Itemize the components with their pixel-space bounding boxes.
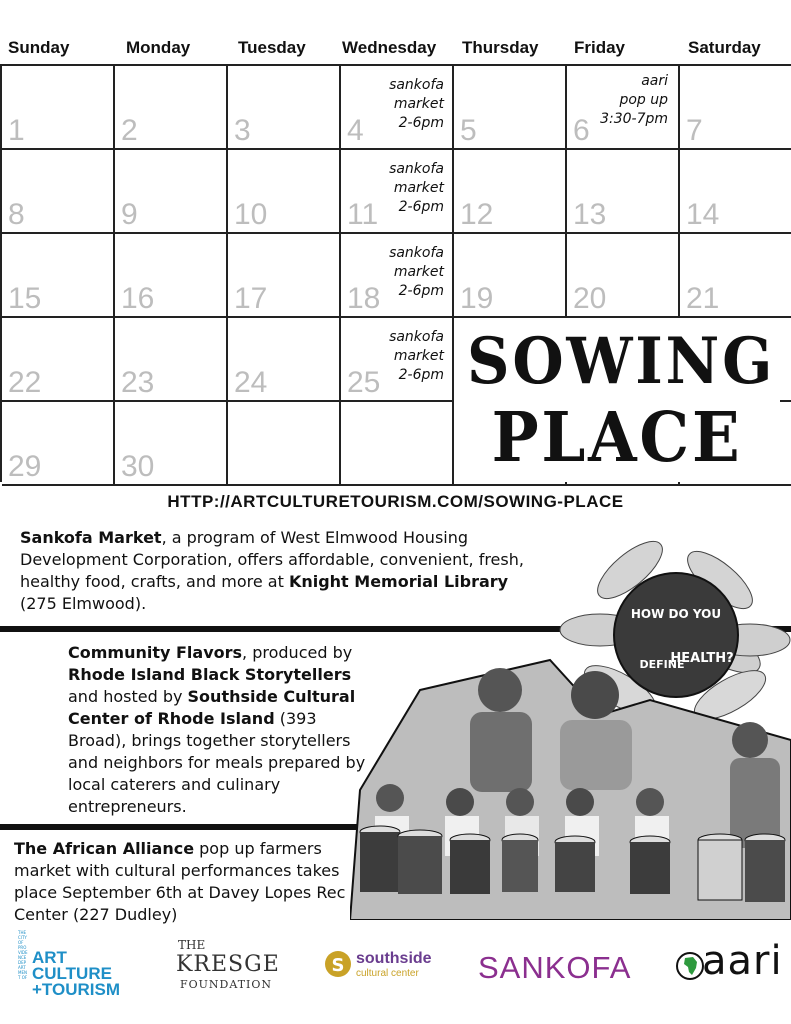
day-number: 11 bbox=[347, 198, 379, 231]
aari-pop-up-event bbox=[578, 72, 668, 129]
ri-black-storytellers-name: Rhode Island Black Storytellers bbox=[68, 665, 352, 684]
event-line: 2-6pm bbox=[398, 283, 444, 299]
event-line: 2-6pm bbox=[398, 199, 444, 215]
day-number: 3 bbox=[234, 114, 251, 147]
day-header-monday: Monday bbox=[126, 38, 191, 57]
event-line: pop up bbox=[619, 92, 668, 108]
sign-line-1: HOW DO YOU bbox=[630, 607, 722, 621]
calendar-day-cell bbox=[567, 66, 680, 150]
day-number: 16 bbox=[121, 282, 155, 315]
sign-line-2: DEFINE bbox=[639, 658, 685, 671]
calendar-day-cell bbox=[115, 402, 228, 486]
event-line: aari bbox=[641, 73, 668, 89]
african-alliance-description bbox=[14, 838, 354, 926]
calendar-day-cell bbox=[115, 318, 228, 402]
day-number: 4 bbox=[347, 114, 364, 147]
day-number: 20 bbox=[573, 282, 607, 315]
day-number: 5 bbox=[460, 114, 477, 147]
community-flavors-name: Community Flavors bbox=[68, 643, 243, 662]
day-number: 13 bbox=[573, 198, 607, 231]
day-number: 12 bbox=[460, 198, 494, 231]
community-flavors-description bbox=[68, 642, 368, 818]
day-number: 1 bbox=[8, 114, 25, 147]
calendar-day-cell bbox=[2, 66, 115, 150]
calendar-day-cell bbox=[454, 234, 567, 318]
africa-icon bbox=[676, 950, 704, 982]
sign-line-3: HEALTH? bbox=[670, 651, 734, 666]
day-number: 8 bbox=[8, 198, 25, 231]
calendar-day-cell bbox=[2, 234, 115, 318]
calendar-day-cell bbox=[680, 66, 791, 150]
event-line: market bbox=[393, 264, 444, 280]
day-number: 15 bbox=[8, 282, 42, 315]
calendar-day-cell bbox=[341, 234, 454, 318]
event-line: market bbox=[393, 348, 444, 364]
svg-text:S: S bbox=[331, 955, 345, 976]
calendar-day-cell bbox=[2, 402, 115, 486]
calendar-day-cell bbox=[228, 150, 341, 234]
event-line: sankofa bbox=[389, 161, 444, 177]
title-line-sowing: SOWING bbox=[467, 324, 776, 399]
kresge-name: KRESGE bbox=[176, 952, 280, 977]
sankofa-text: SANKOFA bbox=[478, 950, 632, 985]
act-small-text: THE CITY OF PROVIDENCE DEPARTMENT OF bbox=[18, 930, 28, 980]
southside-cultural-center-name: Southside Cultural Center of Rhode Island bbox=[68, 687, 356, 728]
sankofa-text-1: , a program of West Elmwood Housing Development Corporation, offers affordable, convenient, fresh, healthy food, crafts, and more at bbox=[20, 528, 524, 591]
art-culture-tourism-logo[interactable] bbox=[18, 930, 138, 1000]
day-number: 29 bbox=[8, 450, 42, 483]
calendar-day-cell bbox=[228, 234, 341, 318]
calendar-day-cell bbox=[2, 318, 115, 402]
event-line: sankofa bbox=[389, 77, 444, 93]
day-header-wednesday: Wednesday bbox=[342, 38, 437, 57]
day-number: 22 bbox=[8, 366, 42, 399]
calendar-day-headers bbox=[0, 38, 791, 64]
day-number: 24 bbox=[234, 366, 268, 399]
calendar-day-cell bbox=[115, 66, 228, 150]
calendar-day-cell bbox=[115, 234, 228, 318]
sankofa-market-name: Sankofa Market bbox=[20, 528, 162, 547]
act-tourism: +TOURISM bbox=[32, 980, 121, 999]
day-header-sunday: Sunday bbox=[8, 38, 70, 57]
day-number: 19 bbox=[460, 282, 494, 315]
calendar-day-cell bbox=[2, 150, 115, 234]
act-art: ART bbox=[32, 948, 67, 967]
event-line: 2-6pm bbox=[398, 115, 444, 131]
act-culture: CULTURE bbox=[32, 964, 112, 983]
southside-name: southside bbox=[356, 950, 432, 967]
calendar-day-cell bbox=[567, 150, 680, 234]
divider-rule-2 bbox=[0, 824, 400, 830]
day-number: 21 bbox=[686, 282, 720, 315]
calendar-day-cell bbox=[228, 402, 341, 486]
sankofa-market-event bbox=[354, 328, 444, 385]
day-number: 18 bbox=[347, 282, 381, 315]
day-header-tuesday: Tuesday bbox=[238, 38, 306, 57]
event-line: 2-6pm bbox=[398, 367, 444, 383]
sowing-place-title bbox=[454, 318, 780, 482]
kresge-foundation: FOUNDATION bbox=[180, 978, 273, 991]
calendar-day-cell bbox=[228, 66, 341, 150]
alliance-text-1: pop up farmers market with cultural performances takes place September 6th at Davey Lopes Rec Center (227 Dudley) bbox=[14, 839, 346, 924]
day-header-thursday: Thursday bbox=[462, 38, 539, 57]
knight-library-name: Knight Memorial Library bbox=[288, 572, 509, 591]
day-number: 10 bbox=[234, 198, 268, 231]
kresge-the: THE bbox=[178, 938, 206, 952]
event-line: sankofa bbox=[389, 245, 444, 261]
southside-s-icon bbox=[324, 948, 352, 980]
day-number: 7 bbox=[686, 114, 703, 147]
aari-text: aari bbox=[702, 938, 783, 984]
southside-cultural-center-logo[interactable] bbox=[324, 946, 454, 986]
calendar-day-cell bbox=[341, 402, 454, 486]
event-line: market bbox=[393, 96, 444, 112]
day-number: 9 bbox=[121, 198, 138, 231]
day-header-saturday: Saturday bbox=[688, 38, 761, 57]
flavors-text-2: and hosted by bbox=[68, 687, 188, 706]
calendar-day-cell bbox=[454, 66, 567, 150]
sankofa-market-event bbox=[354, 160, 444, 217]
african-alliance-name: The African Alliance bbox=[14, 839, 195, 858]
event-line: sankofa bbox=[389, 329, 444, 345]
sankofa-market-event bbox=[354, 244, 444, 301]
aari-logo[interactable] bbox=[676, 938, 783, 990]
day-number: 30 bbox=[121, 450, 155, 483]
day-number: 25 bbox=[347, 366, 381, 399]
day-number: 6 bbox=[573, 114, 590, 147]
calendar-day-cell bbox=[680, 150, 791, 234]
calendar-day-cell bbox=[341, 318, 454, 402]
calendar-day-cell bbox=[680, 234, 791, 318]
day-number: 17 bbox=[234, 282, 268, 315]
community-photo-collage bbox=[350, 540, 791, 920]
event-line: market bbox=[393, 180, 444, 196]
calendar-day-cell bbox=[115, 150, 228, 234]
event-line: 3:30-7pm bbox=[600, 111, 668, 127]
title-line-place: PLACE bbox=[491, 398, 743, 478]
day-header-friday: Friday bbox=[574, 38, 626, 57]
day-number: 14 bbox=[686, 198, 720, 231]
calendar-day-cell bbox=[228, 318, 341, 402]
calendar-day-cell bbox=[341, 150, 454, 234]
calendar-day-cell bbox=[567, 234, 680, 318]
flavors-text-1: , produced by bbox=[242, 643, 353, 662]
sankofa-logo[interactable] bbox=[478, 948, 648, 988]
southside-sub: cultural center bbox=[356, 968, 419, 979]
calendar-day-cell bbox=[341, 66, 454, 150]
day-number: 2 bbox=[121, 114, 138, 147]
flavors-text-3: (393 Broad), brings together storytellers and neighbors for meals prepared by local caterers and culinary entrepreneurs. bbox=[68, 709, 366, 816]
event-url[interactable]: HTTP://ARTCULTURETOURISM.COM/SOWING-PLACE bbox=[167, 492, 624, 511]
calendar-day-cell bbox=[454, 150, 567, 234]
sankofa-text-2: (275 Elmwood). bbox=[20, 594, 147, 613]
day-number: 23 bbox=[121, 366, 155, 399]
kresge-foundation-logo[interactable] bbox=[174, 938, 280, 994]
sankofa-market-event bbox=[354, 76, 444, 133]
